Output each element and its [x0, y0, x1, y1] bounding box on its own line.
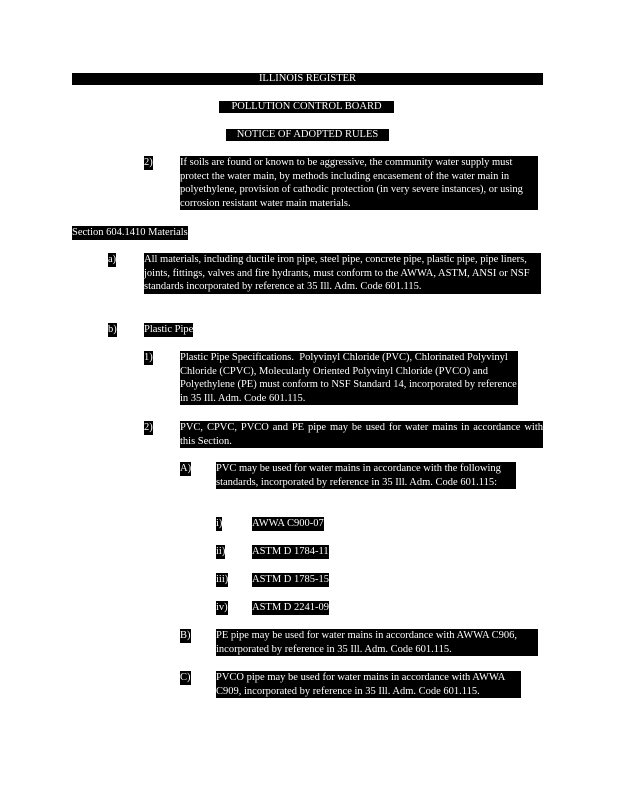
item-A-label: A) — [180, 463, 192, 474]
standard-text: ASTM D 2241-09 — [252, 602, 330, 613]
item-C-text: PVCO pipe may be used for water mains in accordance with AWWA C909, incorporated by reference in 35 Ill. Adm. Code 601.115. — [216, 671, 521, 698]
item-B-label: B) — [180, 630, 191, 641]
item-2-top-text: If soils are found or known to be aggressive, the community water supply must protect the water main, by methods including encasement of the water main in polyethylene, provision of cathodic protection (in very severe instances), or using corrosion resistant water main materials. — [180, 156, 538, 210]
item-b1-text: Plastic Pipe Specifications. Polyvinyl Chloride (PVC), Chlorinated Polyvinyl Chloride (CPVC), Molecularly Oriented Polyvinyl Chloride (PVCO) and Polyethylene (PE) must conform to NSF Standard 14, incorporated by reference in 35 Ill. Adm. Code 601.115. — [180, 352, 520, 404]
standard-label: i) — [216, 518, 223, 529]
item-b1-label: 1) — [144, 352, 153, 363]
board-title: POLLUTION CONTROL BOARD — [219, 101, 394, 113]
item-b2-label: 2) — [144, 422, 153, 433]
standard-label: ii) — [216, 546, 226, 557]
standard-text: ASTM D 1784-11 — [252, 546, 329, 557]
item-b2-text: PVC, CPVC, PVCO and PE pipe may be used for water mains in accordance with this Section. — [180, 422, 546, 447]
register-header-bar — [72, 73, 543, 85]
item-2-top-label: 2) — [144, 157, 153, 168]
item-B-text: PE pipe may be used for water mains in accordance with AWWA C906, incorporated by reference in 35 Ill. Adm. Code 601.115. — [216, 629, 538, 656]
item-A-text: PVC may be used for water mains in accordance with the following standards, incorporated by reference in 35 Ill. Adm. Code 601.115: — [216, 462, 516, 489]
item-C-label: C) — [180, 672, 191, 683]
item-b-text: Plastic Pipe — [144, 324, 194, 335]
item-b-label: b) — [108, 324, 117, 335]
standard-text: AWWA C900-07 — [252, 518, 324, 529]
register-title: ILLINOIS REGISTER — [258, 73, 357, 84]
item-a-text: All materials, including ductile iron pipe, steel pipe, concrete pipe, plastic pipe, pipe liners, joints, fittings, valves and fire hydrants, must conform to the AWWA, ASTM, ANSI or NSF standards incorporated by reference at 35 Ill. Adm. Code 601.115. — [144, 253, 541, 294]
standard-label: iv) — [216, 602, 228, 613]
notice-title: NOTICE OF ADOPTED RULES — [226, 129, 389, 141]
standard-text: ASTM D 1785-15 — [252, 574, 330, 585]
item-a-label: a) — [108, 254, 117, 265]
section-heading: Section 604.1410 Materials — [72, 227, 188, 238]
standard-label: iii) — [216, 574, 229, 585]
